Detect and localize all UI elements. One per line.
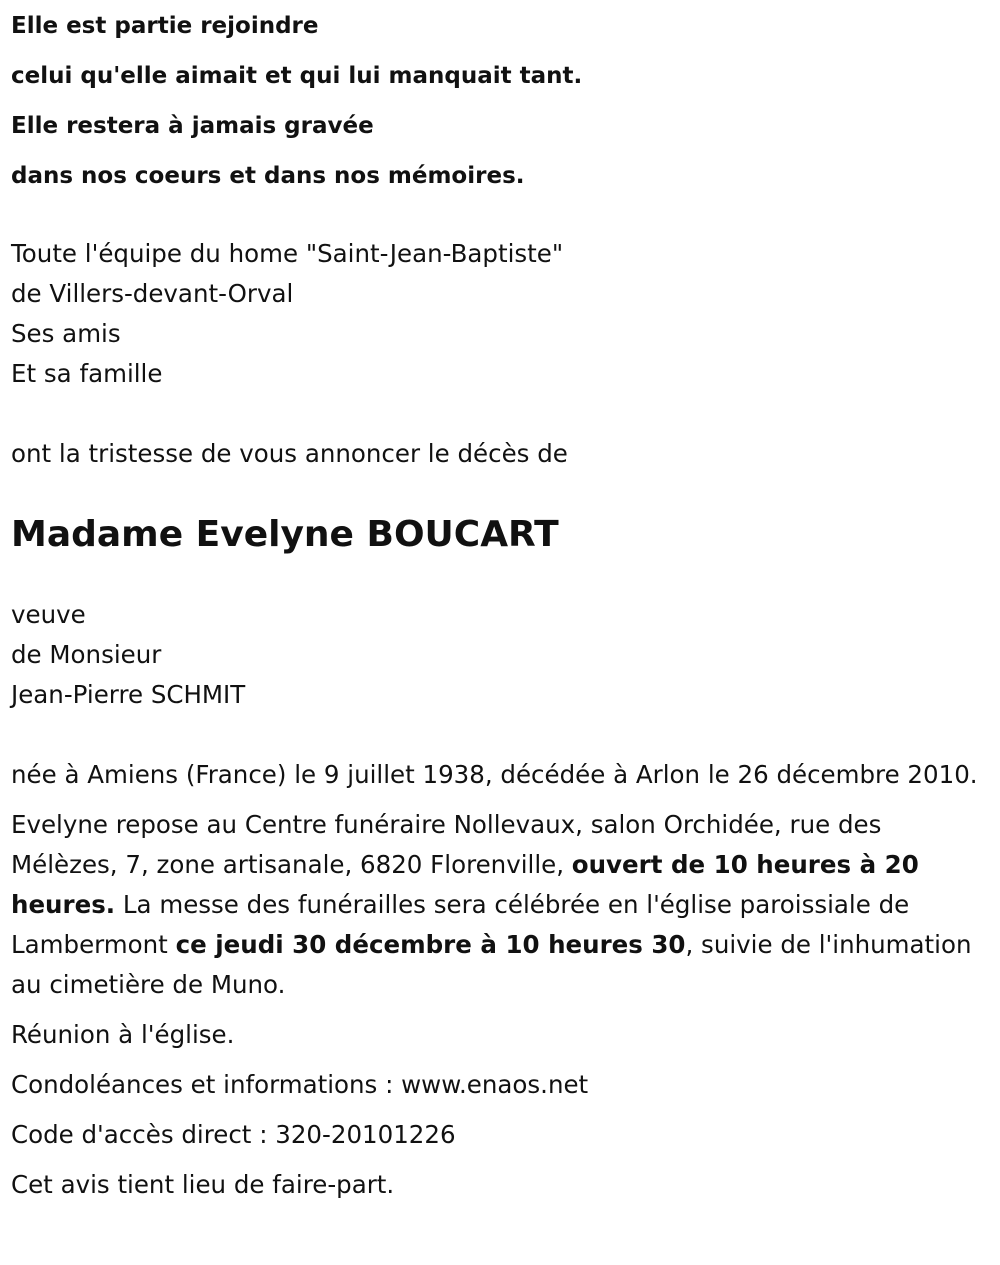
sender-line: Et sa famille: [11, 359, 163, 388]
body-text: [11, 755, 986, 1205]
deceased-name: Madame Evelyne BOUCART: [11, 514, 559, 555]
announcement: [11, 434, 986, 474]
poem: [11, 1, 986, 201]
poem-line: celui qu'elle aimait et qui lui manquait tant.: [11, 63, 583, 89]
announcement-text: ont la tristesse de vous annoncer le décès de: [11, 439, 568, 468]
meeting-info: Réunion à l'église.: [11, 1020, 235, 1049]
birth-death: née à Amiens (France) le 9 juillet 1938, décédée à Arlon le 26 décembre 2010.: [11, 760, 978, 789]
senders: [11, 234, 986, 394]
widow-line: de Monsieur: [11, 640, 162, 669]
poem-line: Elle est partie rejoindre: [11, 13, 319, 39]
details-part3: , suivie de l'inhumation au cimetière de Muno.: [11, 930, 972, 999]
sender-line: Toute l'équipe du home "Saint-Jean-Baptiste": [11, 239, 564, 268]
funeral-details: [11, 805, 986, 1005]
mass-date: ce jeudi 30 décembre à 10 heures 30: [175, 930, 686, 959]
condolences-info: Condoléances et informations : www.enaos.net: [11, 1070, 589, 1099]
notice-text: Cet avis tient lieu de faire-part.: [11, 1170, 395, 1199]
sender-line: Ses amis: [11, 319, 121, 348]
obituary-notice: [11, 0, 986, 1205]
poem-line: dans nos coeurs et dans nos mémoires.: [11, 163, 525, 189]
details-part1: Evelyne repose au Centre funéraire Nollevaux, salon Orchidée, rue des Mélèzes, 7, zone artisanale, 6820 Florenville,: [11, 810, 882, 879]
poem-line: Elle restera à jamais gravée: [11, 113, 374, 139]
sender-line: de Villers-devant-Orval: [11, 279, 294, 308]
widow-line: Jean-Pierre SCHMIT: [11, 680, 246, 709]
widow-line: veuve: [11, 600, 86, 629]
access-code: Code d'accès direct : 320-20101226: [11, 1120, 456, 1149]
opening-hours: ouvert de 10 heures à 20 heures.: [11, 850, 919, 919]
details-part2: La messe des funérailles sera célébrée en l'église paroissiale de Lambermont: [11, 890, 910, 959]
widow-of: [11, 595, 986, 715]
